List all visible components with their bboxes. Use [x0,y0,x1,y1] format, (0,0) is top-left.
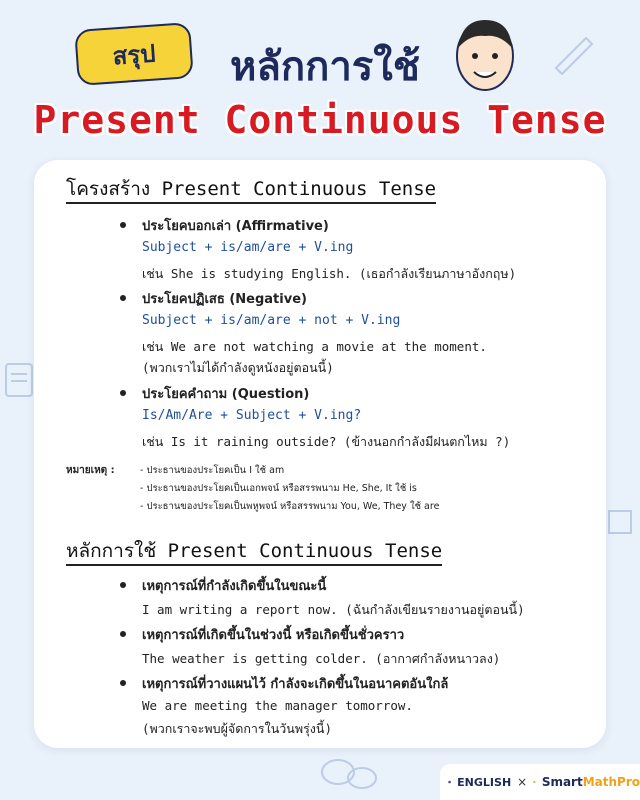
usage-example-translation: (พวกเราจะพบผู้จัดการในวันพรุ่งนี้) [142,721,332,736]
pencil-doodle-icon [548,26,598,76]
affirmative-label: ประโยคบอกเล่า (Affirmative) [142,219,329,234]
usage-example: We are meeting the manager tomorrow. [142,698,413,713]
speech-bubble-doodle-icon [318,754,378,794]
bullet-icon [120,222,126,228]
usage-example: The weather is getting colder. (อากาศกำลังหนาวลง) [142,651,501,666]
logo-separator: × [517,775,528,789]
bullet-icon [120,631,126,637]
question-example: เช่น Is it raining outside? (ข้างนอกกำลังมีฝนตกไหม ?) [142,434,511,449]
main-title: Present Continuous Tense [33,98,607,142]
note-line: - ประธานของประโยคเป็น I ใช้ am [140,465,285,476]
summary-badge: สรุป [74,22,194,86]
note-line: - ประธานของประโยคเป็นพหูพจน์ หรือสรรพนาม You, We, They ใช้ are [140,501,440,512]
footer-logos [440,764,640,800]
logo-right-mathpro: MathPro [582,775,640,789]
usage-heading [66,536,442,566]
owl-logo-icon [533,773,536,791]
negative-label: ประโยคปฏิเสธ (Negative) [142,292,307,307]
usage-label: เหตุการณ์ที่เกิดขึ้นในช่วงนี้ หรือเกิดขึ้นชั่วคราว [142,628,405,643]
usage-label: เหตุการณ์ที่กำลังเกิดขึ้นในขณะนี้ [142,579,327,594]
bullet-icon [120,390,126,396]
notepad-doodle-icon [2,360,38,400]
letter-block-doodle-icon [606,508,636,538]
structure-heading-text: โครงสร้าง Present Continuous Tense [66,178,436,204]
note-label: หมายเหตุ : [66,465,115,476]
question-label: ประโยคคำถาม (Question) [142,387,310,402]
bullet-icon [120,295,126,301]
structure-heading [66,174,436,204]
affirmative-formula: Subject + is/am/are + V.ing [142,240,354,255]
teacher-avatar-icon [452,14,518,94]
bullet-icon [120,582,126,588]
logo-left-text: ENGLISH [457,775,512,789]
logo-right-smart: Smart [541,775,583,789]
usage-example: I am writing a report now. (ฉันกำลังเขียนรายงานอยู่ตอนนี้) [142,602,525,617]
negative-example: เช่น We are not watching a movie at the moment. [142,339,487,354]
usage-label: เหตุการณ์ที่วางแผนไว้ กำลังจะเกิดขึ้นในอนาคตอันใกล้ [142,677,449,692]
affirmative-example: เช่น She is studying English. (เธอกำลังเรียนภาษาอังกฤษ) [142,266,517,281]
bullet-icon [120,680,126,686]
logo-right-text [542,775,640,789]
globe-logo-icon [448,771,451,793]
usage-heading-text: หลักการใช้ Present Continuous Tense [66,540,442,566]
negative-example-translation: (พวกเราไม่ได้กำลังดูหนังอยู่ตอนนี้) [142,360,334,375]
question-formula: Is/Am/Are + Subject + V.ing? [142,408,362,423]
note-line: - ประธานของประโยคเป็นเอกพจน์ หรือสรรพนาม He, She, It ใช้ is [140,483,417,494]
header-title: หลักการใช้ [230,44,420,90]
negative-formula: Subject + is/am/are + not + V.ing [142,313,401,328]
